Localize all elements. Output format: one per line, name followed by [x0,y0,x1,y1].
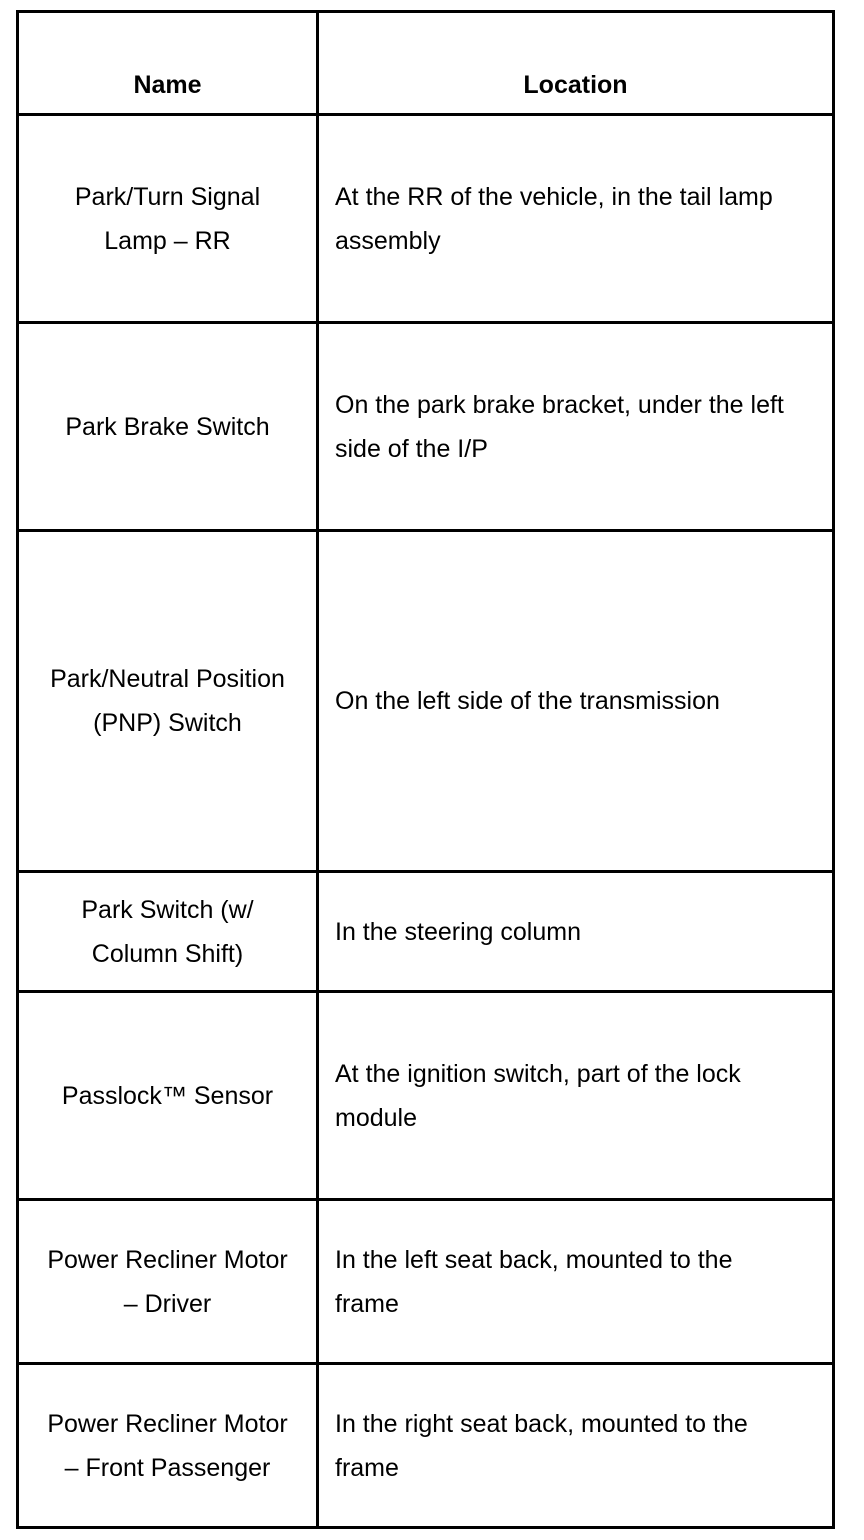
table-header-row [18,12,834,115]
table-row [18,1364,834,1528]
component-location-cell: In the right seat back, mounted to the frame [318,1364,834,1528]
component-location-table [16,10,835,1529]
component-location-cell: At the RR of the vehicle, in the tail lamp assembly [318,115,834,323]
component-location-cell: On the park brake bracket, under the left side of the I/P [318,323,834,531]
location-column-header: Location [318,12,834,115]
component-name-cell: Park/Turn Signal Lamp – RR [18,115,318,323]
table-row [18,872,834,992]
component-location-cell: In the steering column [318,872,834,992]
component-name-cell: Power Recliner Motor – Driver [18,1200,318,1364]
name-column-header: Name [18,12,318,115]
table-row [18,115,834,323]
table-row [18,992,834,1200]
component-location-cell: On the left side of the transmission [318,531,834,872]
component-location-cell: In the left seat back, mounted to the frame [318,1200,834,1364]
component-name-cell: Park Switch (w/ Column Shift) [18,872,318,992]
component-name-cell: Power Recliner Motor – Front Passenger [18,1364,318,1528]
component-name-cell: Passlock™ Sensor [18,992,318,1200]
table-row [18,1200,834,1364]
component-name-cell: Park/Neutral Position (PNP) Switch [18,531,318,872]
table-row [18,323,834,531]
component-name-cell: Park Brake Switch [18,323,318,531]
component-location-cell: At the ignition switch, part of the lock module [318,992,834,1200]
table-row [18,531,834,872]
